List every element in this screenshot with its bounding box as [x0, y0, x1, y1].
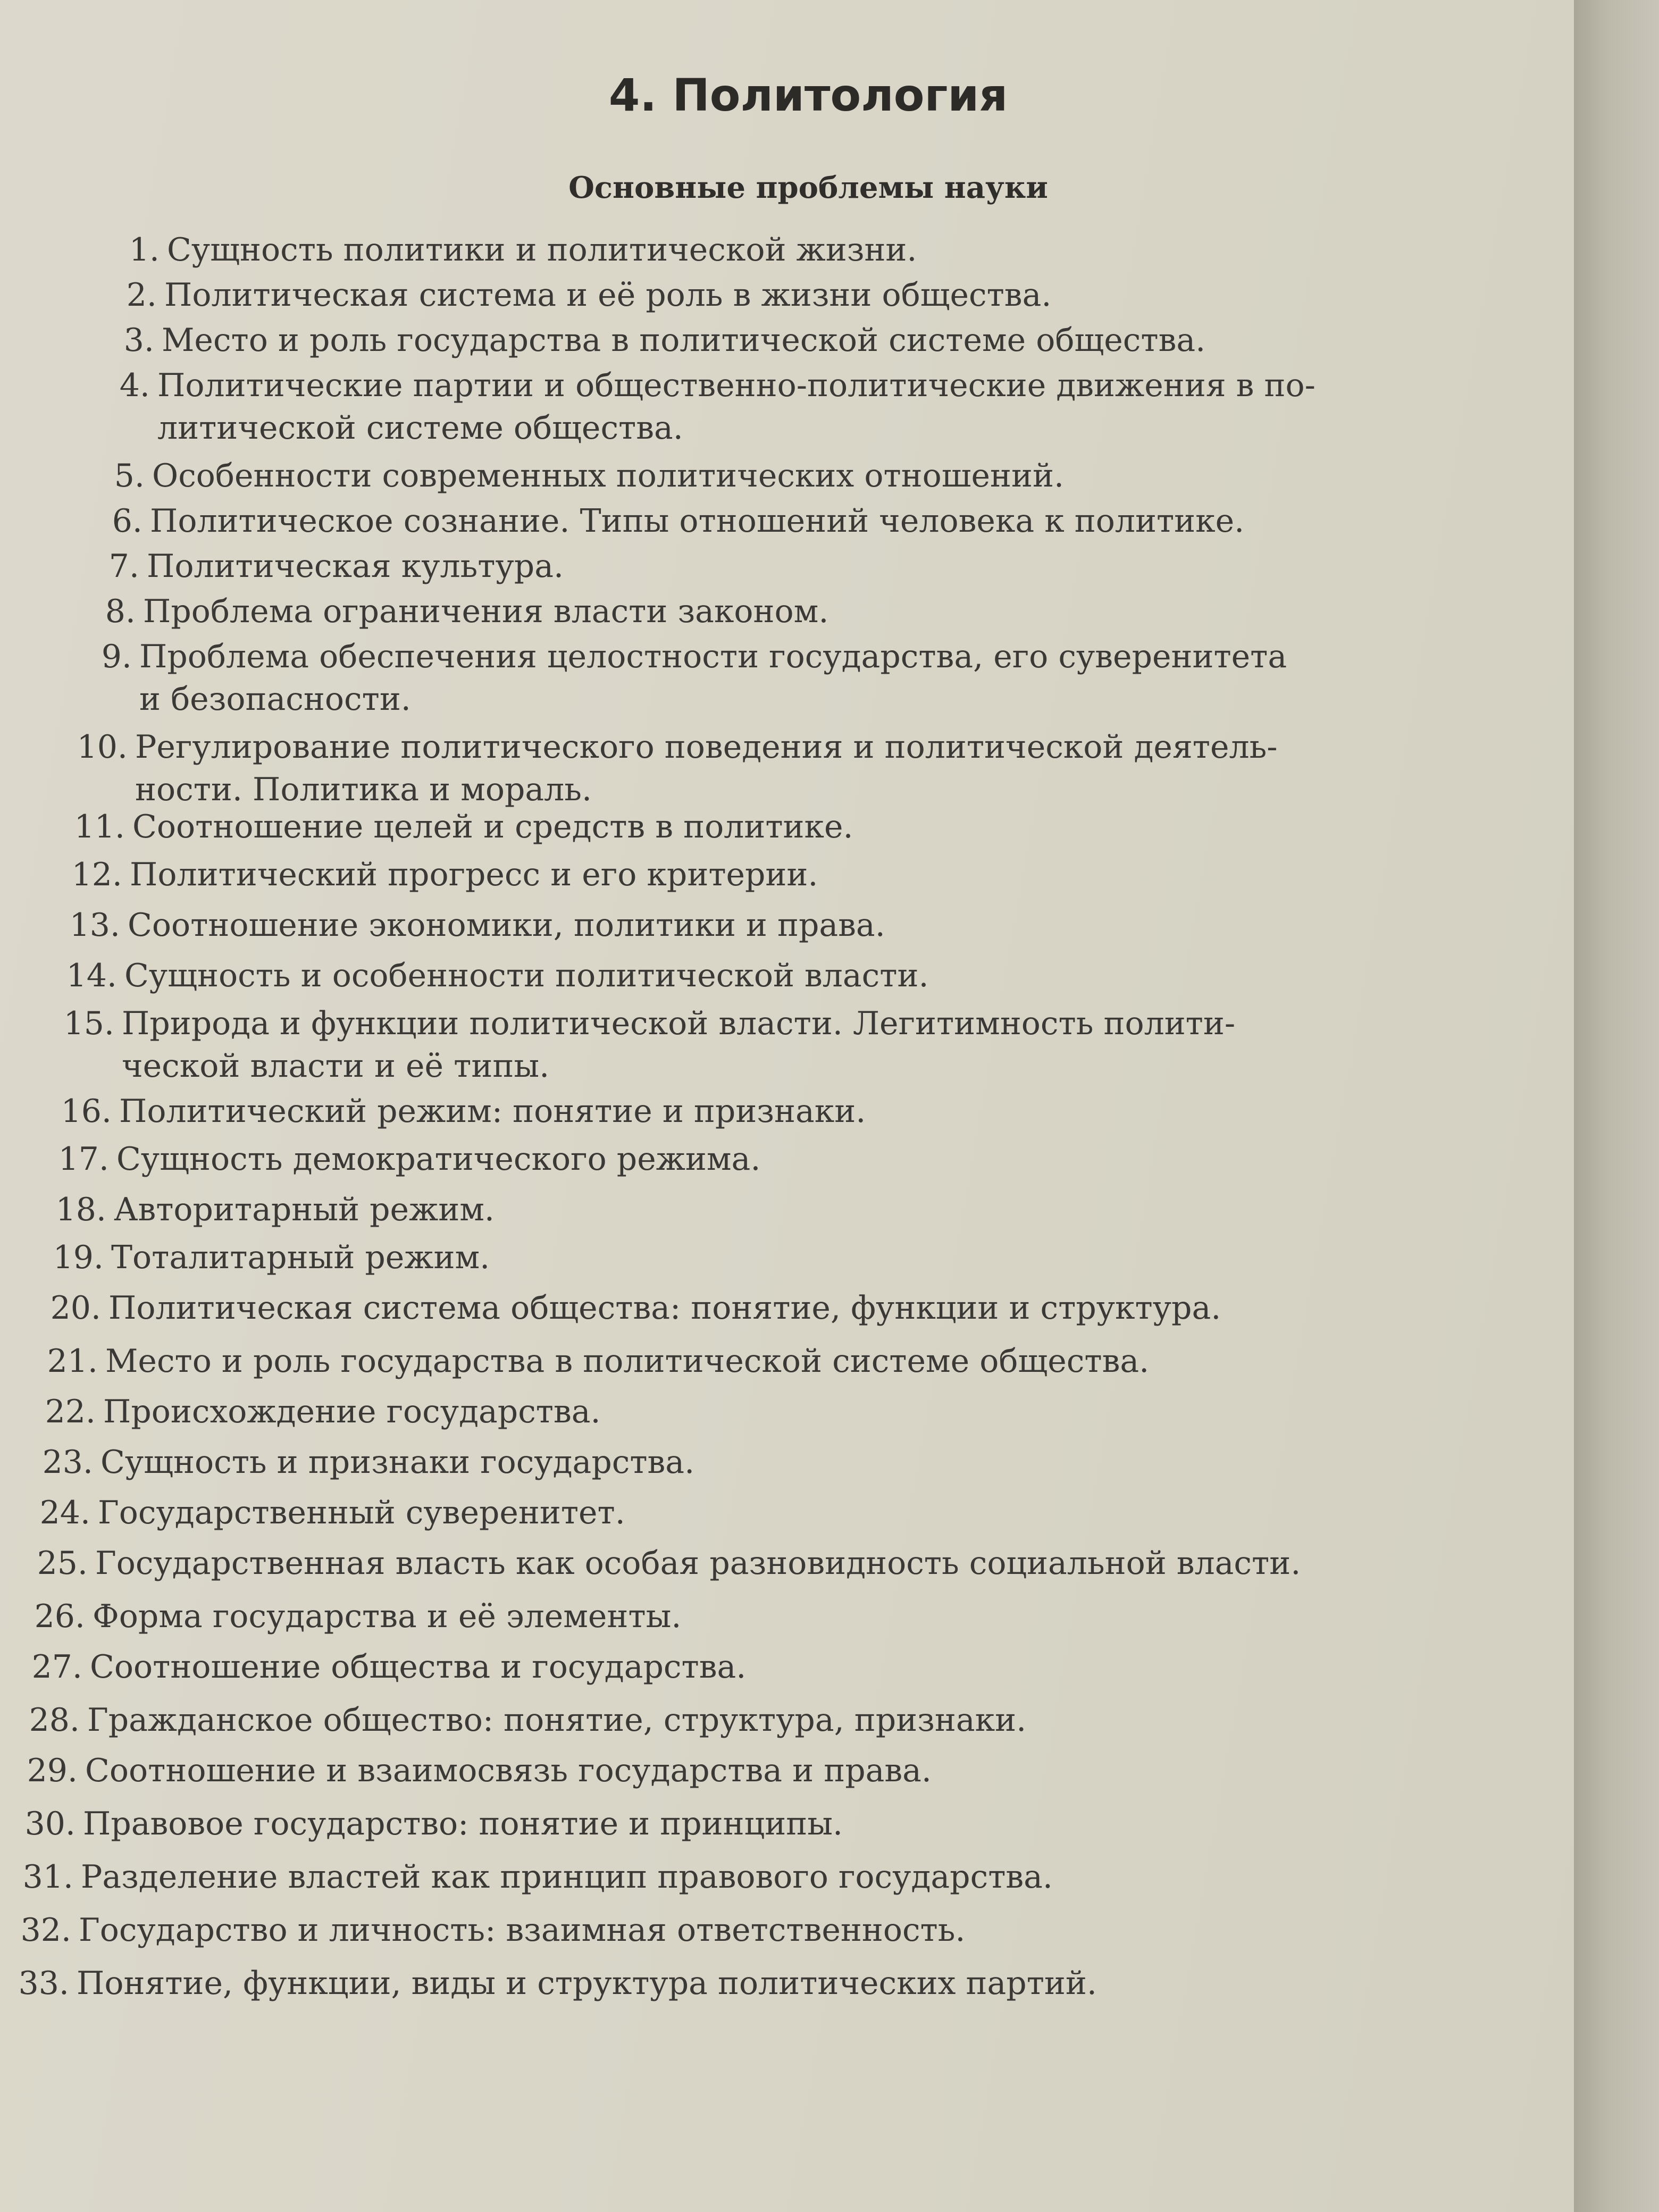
topic-text: Соотношение общества и государства.	[90, 1648, 747, 1686]
section-subtitle: Основные проблемы науки	[568, 170, 1048, 205]
topic-number: 14.	[66, 957, 117, 994]
topic-text: Место и роль государства в политической системе общества.	[105, 1343, 1150, 1380]
topic-number: 21.	[47, 1343, 98, 1380]
topic-item	[52, 635, 1287, 720]
topic-text: Авторитарный режим.	[114, 1191, 495, 1228]
topic-text: Регулирование политического поведения и политической деятель-	[135, 728, 1278, 766]
topic-text: Проблема ограничения власти законом.	[143, 593, 829, 630]
topic-text: Сущность и особенности политической власти.	[124, 957, 929, 994]
topic-number: 15.	[63, 1005, 114, 1042]
page-title: 4. Политология	[608, 69, 1008, 121]
topic-text: Происхождение государства.	[103, 1393, 601, 1430]
topic-number: 23.	[42, 1444, 93, 1481]
topic-number: 31.	[22, 1858, 73, 1896]
topic-first-line	[3, 1648, 746, 1686]
topic-item	[40, 904, 885, 946]
topic-item	[32, 1090, 866, 1133]
topic-number: 17.	[58, 1141, 109, 1178]
topic-text: Природа и функции политической власти. Легитимность полити-	[122, 1005, 1236, 1042]
topic-first-line	[60, 548, 564, 585]
topic-number: 29.	[27, 1752, 78, 1789]
topic-first-line	[13, 1444, 694, 1481]
topic-text: Правовое государство: понятие и принципы.	[83, 1805, 843, 1842]
topic-item	[0, 1909, 966, 1951]
topic-item	[43, 853, 818, 896]
topic-item	[63, 500, 1244, 542]
topic-number: 1.	[129, 231, 160, 269]
topic-number: 12.	[71, 856, 122, 893]
topic-item	[18, 1340, 1149, 1382]
topic-continuation: ности. Политика и мораль.	[135, 771, 592, 808]
topic-item	[56, 590, 828, 633]
topic-text: Политический прогресс и его критерии.	[130, 856, 818, 893]
topic-text: Политическое сознание. Типы отношений человека к политике.	[150, 502, 1245, 540]
topic-item	[74, 319, 1205, 362]
topic-first-line	[8, 1545, 1301, 1582]
topic-first-line	[0, 1965, 1097, 2002]
topic-first-line	[77, 276, 1051, 314]
topic-item	[0, 1962, 1097, 2005]
topic-item	[24, 1236, 490, 1279]
topic-item	[21, 1287, 1221, 1329]
topic-text: Понятие, функции, виды и структура политических партий.	[77, 1965, 1097, 2002]
topic-first-line	[27, 1191, 495, 1228]
topic-continuation: литической системе общества.	[157, 409, 683, 447]
topic-first-line	[37, 957, 929, 994]
topic-item	[3, 1646, 746, 1688]
topic-first-line	[29, 1141, 760, 1178]
topic-item	[45, 806, 853, 848]
topic-first-line	[45, 808, 853, 845]
topic-number: 33.	[18, 1965, 69, 2002]
topic-number: 13.	[69, 907, 120, 944]
topic-item	[35, 1002, 1235, 1087]
topic-first-line	[0, 1912, 966, 1949]
topic-text: Место и роль государства в политической системе общества.	[162, 322, 1206, 359]
topic-number: 20.	[50, 1289, 101, 1327]
topic-number: 32.	[20, 1912, 71, 1949]
topic-item	[77, 274, 1051, 316]
topic-number: 2.	[126, 276, 157, 314]
topic-first-line	[70, 367, 1316, 404]
topic-text: Сущность демократического режима.	[116, 1141, 761, 1178]
topic-item	[0, 1856, 1053, 1898]
topic-first-line	[11, 1494, 625, 1531]
topic-first-line	[5, 1598, 681, 1635]
topic-text: Особенности современных политических отношений.	[152, 457, 1065, 495]
topic-number: 25.	[37, 1545, 88, 1582]
topic-text: Соотношение и взаимосвязь государства и права.	[85, 1752, 932, 1789]
topic-item	[13, 1441, 694, 1484]
topic-number: 7.	[108, 548, 139, 585]
topic-number: 16.	[61, 1093, 112, 1130]
topic-first-line	[18, 1343, 1149, 1380]
topic-item	[80, 229, 917, 271]
topic-number: 11.	[74, 808, 125, 845]
topic-number: 22.	[45, 1393, 96, 1430]
topic-number: 19.	[53, 1239, 104, 1276]
topic-item	[16, 1390, 601, 1433]
topic-text: Соотношение экономики, политики и права.	[128, 907, 885, 944]
topic-first-line	[21, 1289, 1221, 1327]
topic-item	[48, 726, 1278, 811]
topic-first-line	[24, 1239, 490, 1276]
topic-number: 8.	[105, 593, 136, 630]
topic-number: 26.	[34, 1598, 85, 1635]
topic-first-line	[40, 907, 885, 944]
topic-number: 4.	[119, 367, 150, 404]
topic-number: 28.	[29, 1702, 80, 1739]
topic-item	[0, 1803, 843, 1845]
topic-item	[70, 364, 1316, 449]
topic-text: Соотношение целей и средств в политике.	[132, 808, 853, 845]
topic-first-line	[16, 1393, 601, 1430]
topic-first-line	[74, 322, 1205, 359]
topic-continuation: ческой власти и её типы.	[122, 1048, 550, 1085]
topic-item	[29, 1138, 760, 1180]
topic-first-line	[0, 1752, 932, 1789]
topic-text: Разделение властей как принцип правового государства.	[81, 1858, 1053, 1896]
topic-text: Сущность и признаки государства.	[100, 1444, 695, 1481]
topic-continuation: и безопасности.	[139, 681, 411, 718]
topic-first-line	[52, 638, 1287, 675]
topic-item	[65, 455, 1064, 497]
topic-item	[37, 954, 929, 997]
topic-text: Политические партии и общественно-политические движения в по-	[157, 367, 1316, 404]
topic-item	[8, 1542, 1301, 1585]
topic-text: Политическая система общества: понятие, функции и структура.	[108, 1289, 1221, 1327]
topic-number: 27.	[31, 1648, 82, 1686]
topic-first-line	[0, 1858, 1053, 1896]
topic-text: Сущность политики и политической жизни.	[167, 231, 917, 269]
topic-number: 5.	[114, 457, 145, 495]
topic-first-line	[0, 1805, 843, 1842]
topic-text: Государство и личность: взаимная ответственность.	[79, 1912, 966, 1949]
topic-number: 6.	[112, 502, 143, 540]
topic-item	[11, 1492, 625, 1534]
topic-text: Политическая система и её роль в жизни общества.	[164, 276, 1052, 314]
topic-number: 9.	[101, 638, 132, 675]
topic-text: Гражданское общество: понятие, структура, признаки.	[87, 1702, 1027, 1739]
topic-item	[0, 1749, 932, 1792]
topic-first-line	[63, 502, 1244, 540]
topic-text: Проблема обеспечения целостности государства, его суверенитета	[139, 638, 1287, 675]
topic-first-line	[32, 1093, 866, 1130]
topic-text: Политический режим: понятие и признаки.	[119, 1093, 866, 1130]
topic-item	[27, 1188, 495, 1231]
topic-item	[0, 1699, 1026, 1741]
topic-text: Тоталитарный режим.	[111, 1239, 490, 1276]
topic-first-line	[65, 457, 1064, 495]
topic-item	[5, 1595, 681, 1638]
topic-first-line	[48, 728, 1278, 766]
topic-item	[60, 545, 564, 588]
book-edge	[1574, 0, 1659, 2212]
topic-first-line	[0, 1702, 1026, 1739]
topic-text: Форма государства и её элементы.	[93, 1598, 682, 1635]
topic-number: 10.	[77, 728, 128, 766]
topic-first-line	[80, 231, 917, 269]
topic-number: 30.	[24, 1805, 76, 1842]
topic-first-line	[56, 593, 828, 630]
topic-number: 3.	[123, 322, 154, 359]
topic-text: Государственный суверенитет.	[98, 1494, 625, 1531]
topic-number: 24.	[39, 1494, 90, 1531]
topic-text: Государственная власть как особая разновидность социальной власти.	[95, 1545, 1301, 1582]
topic-first-line	[35, 1005, 1235, 1042]
topic-first-line	[43, 856, 818, 893]
topic-text: Политическая культура.	[147, 548, 564, 585]
topic-number: 18.	[55, 1191, 106, 1228]
